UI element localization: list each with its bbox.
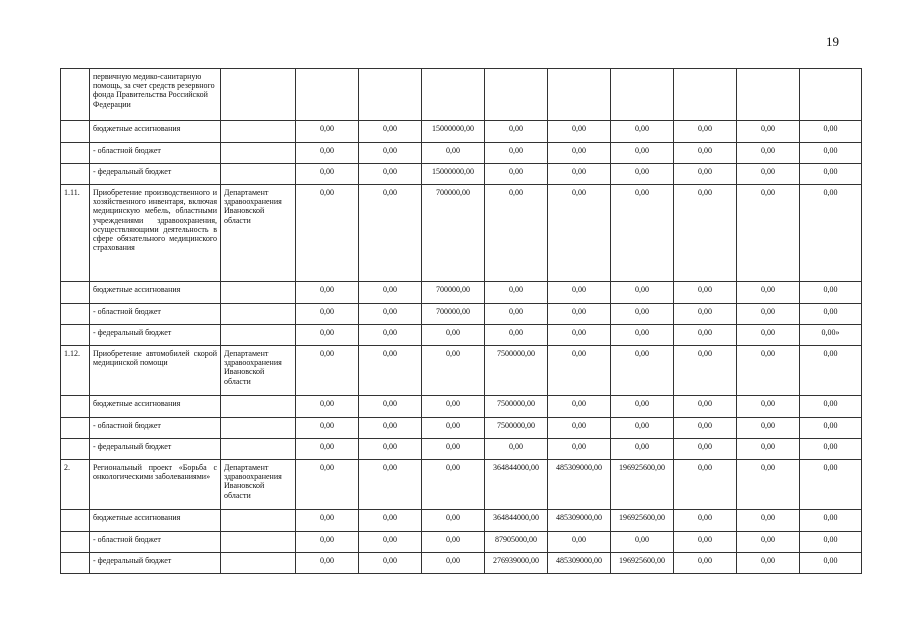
value-cell: 0,00 bbox=[800, 121, 862, 143]
value-cell: 0,00 bbox=[359, 532, 422, 553]
value-cell: 0,00 bbox=[737, 143, 800, 164]
table-row bbox=[61, 325, 862, 346]
row-executor-cell bbox=[221, 143, 296, 164]
value-cell: 0,00» bbox=[800, 325, 862, 346]
value-cell: 0,00 bbox=[422, 460, 485, 510]
row-index-cell bbox=[61, 418, 90, 439]
value-cell: 0,00 bbox=[422, 325, 485, 346]
value-cell: 0,00 bbox=[674, 418, 737, 439]
row-index-cell bbox=[61, 304, 90, 325]
value-cell: 196925600,00 bbox=[611, 460, 674, 510]
row-executor-cell bbox=[221, 121, 296, 143]
table-row bbox=[61, 439, 862, 460]
value-cell: 0,00 bbox=[674, 346, 737, 396]
row-name-cell: Приобретение производственного и хозяйственного инвентаря, включая медицинскую мебель, областными учреждениями здравоохранения, осуществляющими деятельность в сфере обязательного медицинского страхования bbox=[90, 185, 221, 282]
row-name-cell: - областной бюджет bbox=[90, 143, 221, 164]
value-cell: 0,00 bbox=[674, 553, 737, 574]
row-executor-cell: Департамент здравоохранения Ивановской области bbox=[221, 346, 296, 396]
value-cell: 0,00 bbox=[422, 439, 485, 460]
value-cell: 0,00 bbox=[800, 282, 862, 304]
value-cell: 0,00 bbox=[800, 460, 862, 510]
table-row bbox=[61, 164, 862, 185]
value-cell: 0,00 bbox=[548, 396, 611, 418]
value-cell: 0,00 bbox=[485, 304, 548, 325]
value-cell: 0,00 bbox=[359, 164, 422, 185]
table-row bbox=[61, 396, 862, 418]
row-executor-cell bbox=[221, 164, 296, 185]
value-cell: 0,00 bbox=[548, 282, 611, 304]
row-index-cell bbox=[61, 510, 90, 532]
value-cell: 0,00 bbox=[485, 121, 548, 143]
value-cell: 0,00 bbox=[737, 553, 800, 574]
value-cell: 0,00 bbox=[674, 460, 737, 510]
value-cell: 0,00 bbox=[611, 418, 674, 439]
value-cell: 0,00 bbox=[611, 325, 674, 346]
value-cell: 0,00 bbox=[296, 164, 359, 185]
value-cell: 15000000,00 bbox=[422, 164, 485, 185]
value-cell: 0,00 bbox=[296, 439, 359, 460]
value-cell: 0,00 bbox=[548, 532, 611, 553]
value-cell: 0,00 bbox=[548, 143, 611, 164]
value-cell bbox=[611, 69, 674, 121]
value-cell: 0,00 bbox=[800, 439, 862, 460]
value-cell: 0,00 bbox=[296, 460, 359, 510]
value-cell: 485309000,00 bbox=[548, 510, 611, 532]
value-cell: 0,00 bbox=[359, 460, 422, 510]
value-cell: 0,00 bbox=[611, 164, 674, 185]
row-name-cell: - областной бюджет bbox=[90, 418, 221, 439]
value-cell: 0,00 bbox=[485, 164, 548, 185]
value-cell: 364844000,00 bbox=[485, 460, 548, 510]
row-index-cell: 1.12. bbox=[61, 346, 90, 396]
value-cell: 0,00 bbox=[485, 439, 548, 460]
value-cell: 0,00 bbox=[800, 164, 862, 185]
table-row bbox=[61, 121, 862, 143]
value-cell: 0,00 bbox=[548, 346, 611, 396]
value-cell: 0,00 bbox=[674, 143, 737, 164]
value-cell: 0,00 bbox=[359, 121, 422, 143]
row-executor-cell: Департамент здравоохранения Ивановской области bbox=[221, 460, 296, 510]
value-cell: 0,00 bbox=[359, 282, 422, 304]
value-cell: 0,00 bbox=[674, 396, 737, 418]
value-cell: 0,00 bbox=[800, 418, 862, 439]
table-row bbox=[61, 282, 862, 304]
value-cell: 0,00 bbox=[737, 282, 800, 304]
value-cell: 0,00 bbox=[296, 143, 359, 164]
value-cell: 7500000,00 bbox=[485, 346, 548, 396]
value-cell: 0,00 bbox=[296, 325, 359, 346]
value-cell: 0,00 bbox=[737, 460, 800, 510]
value-cell: 0,00 bbox=[800, 532, 862, 553]
value-cell: 0,00 bbox=[737, 532, 800, 553]
table-row bbox=[61, 510, 862, 532]
row-name-cell: - федеральный бюджет bbox=[90, 164, 221, 185]
value-cell bbox=[359, 69, 422, 121]
table-row bbox=[61, 460, 862, 510]
row-name-cell: бюджетные ассигнования bbox=[90, 282, 221, 304]
value-cell: 0,00 bbox=[359, 553, 422, 574]
row-name-cell: Региональный проект «Борьба с онкологическими заболеваниями» bbox=[90, 460, 221, 510]
value-cell: 0,00 bbox=[800, 185, 862, 282]
row-name-cell: бюджетные ассигнования bbox=[90, 121, 221, 143]
value-cell: 0,00 bbox=[737, 439, 800, 460]
value-cell: 0,00 bbox=[548, 439, 611, 460]
row-index-cell: 1.11. bbox=[61, 185, 90, 282]
row-name-cell: первичную медико-санитарную помощь, за счет средств резервного фонда Правительства Российской Федерации bbox=[90, 69, 221, 121]
value-cell: 0,00 bbox=[737, 510, 800, 532]
row-index-cell bbox=[61, 69, 90, 121]
value-cell: 0,00 bbox=[674, 164, 737, 185]
row-name-cell: - федеральный бюджет bbox=[90, 325, 221, 346]
row-name-cell: - областной бюджет bbox=[90, 532, 221, 553]
value-cell: 0,00 bbox=[611, 304, 674, 325]
value-cell: 0,00 bbox=[359, 439, 422, 460]
value-cell: 0,00 bbox=[422, 418, 485, 439]
value-cell: 0,00 bbox=[674, 325, 737, 346]
value-cell: 0,00 bbox=[800, 510, 862, 532]
value-cell: 0,00 bbox=[359, 396, 422, 418]
value-cell: 0,00 bbox=[737, 346, 800, 396]
value-cell: 0,00 bbox=[422, 346, 485, 396]
row-executor-cell bbox=[221, 69, 296, 121]
value-cell: 0,00 bbox=[548, 185, 611, 282]
value-cell: 0,00 bbox=[737, 185, 800, 282]
value-cell: 0,00 bbox=[296, 418, 359, 439]
value-cell: 485309000,00 bbox=[548, 553, 611, 574]
value-cell: 700000,00 bbox=[422, 185, 485, 282]
budget-table bbox=[60, 68, 862, 574]
row-executor-cell: Департамент здравоохранения Ивановской области bbox=[221, 185, 296, 282]
value-cell: 0,00 bbox=[422, 143, 485, 164]
value-cell: 0,00 bbox=[611, 396, 674, 418]
row-name-cell: - областной бюджет bbox=[90, 304, 221, 325]
table-row bbox=[61, 185, 862, 282]
row-executor-cell bbox=[221, 532, 296, 553]
row-executor-cell bbox=[221, 418, 296, 439]
value-cell bbox=[296, 69, 359, 121]
value-cell: 0,00 bbox=[359, 325, 422, 346]
value-cell: 485309000,00 bbox=[548, 460, 611, 510]
row-name-cell: бюджетные ассигнования bbox=[90, 510, 221, 532]
value-cell: 0,00 bbox=[359, 418, 422, 439]
value-cell: 0,00 bbox=[737, 325, 800, 346]
value-cell: 0,00 bbox=[296, 185, 359, 282]
value-cell: 0,00 bbox=[359, 510, 422, 532]
row-index-cell bbox=[61, 164, 90, 185]
row-index-cell bbox=[61, 143, 90, 164]
value-cell: 0,00 bbox=[800, 346, 862, 396]
value-cell: 0,00 bbox=[548, 418, 611, 439]
page-number: 19 bbox=[826, 34, 839, 49]
value-cell: 0,00 bbox=[800, 396, 862, 418]
value-cell: 0,00 bbox=[611, 185, 674, 282]
row-executor-cell bbox=[221, 553, 296, 574]
value-cell: 0,00 bbox=[485, 282, 548, 304]
row-index-cell bbox=[61, 532, 90, 553]
value-cell: 0,00 bbox=[611, 532, 674, 553]
row-executor-cell bbox=[221, 325, 296, 346]
value-cell: 0,00 bbox=[611, 282, 674, 304]
value-cell: 0,00 bbox=[422, 553, 485, 574]
table-row bbox=[61, 69, 862, 121]
value-cell: 196925600,00 bbox=[611, 510, 674, 532]
row-index-cell bbox=[61, 396, 90, 418]
value-cell: 0,00 bbox=[611, 121, 674, 143]
value-cell: 0,00 bbox=[737, 121, 800, 143]
value-cell: 196925600,00 bbox=[611, 553, 674, 574]
table-row bbox=[61, 304, 862, 325]
value-cell: 0,00 bbox=[611, 143, 674, 164]
value-cell: 0,00 bbox=[674, 510, 737, 532]
value-cell: 0,00 bbox=[674, 304, 737, 325]
value-cell: 0,00 bbox=[296, 121, 359, 143]
value-cell bbox=[800, 69, 862, 121]
table-row bbox=[61, 553, 862, 574]
value-cell: 0,00 bbox=[674, 439, 737, 460]
value-cell: 0,00 bbox=[737, 418, 800, 439]
value-cell: 0,00 bbox=[359, 185, 422, 282]
row-index-cell bbox=[61, 282, 90, 304]
value-cell: 87905000,00 bbox=[485, 532, 548, 553]
row-executor-cell bbox=[221, 439, 296, 460]
value-cell: 0,00 bbox=[422, 532, 485, 553]
row-index-cell bbox=[61, 439, 90, 460]
row-name-cell: - федеральный бюджет bbox=[90, 553, 221, 574]
value-cell: 0,00 bbox=[422, 396, 485, 418]
value-cell: 0,00 bbox=[737, 396, 800, 418]
value-cell: 0,00 bbox=[548, 121, 611, 143]
row-name-cell: бюджетные ассигнования bbox=[90, 396, 221, 418]
value-cell: 0,00 bbox=[485, 143, 548, 164]
row-executor-cell bbox=[221, 282, 296, 304]
value-cell bbox=[485, 69, 548, 121]
value-cell bbox=[737, 69, 800, 121]
value-cell: 15000000,00 bbox=[422, 121, 485, 143]
row-executor-cell bbox=[221, 510, 296, 532]
table-row bbox=[61, 346, 862, 396]
value-cell: 7500000,00 bbox=[485, 396, 548, 418]
value-cell: 0,00 bbox=[296, 553, 359, 574]
table-row bbox=[61, 532, 862, 553]
row-index-cell bbox=[61, 325, 90, 346]
value-cell: 0,00 bbox=[800, 553, 862, 574]
value-cell: 0,00 bbox=[296, 346, 359, 396]
value-cell: 0,00 bbox=[422, 510, 485, 532]
value-cell: 0,00 bbox=[674, 121, 737, 143]
value-cell: 0,00 bbox=[800, 143, 862, 164]
row-name-cell: Приобретение автомобилей скорой медицинской помощи bbox=[90, 346, 221, 396]
value-cell: 0,00 bbox=[296, 532, 359, 553]
row-executor-cell bbox=[221, 304, 296, 325]
value-cell: 700000,00 bbox=[422, 282, 485, 304]
table-row bbox=[61, 418, 862, 439]
value-cell: 0,00 bbox=[548, 304, 611, 325]
value-cell: 0,00 bbox=[737, 164, 800, 185]
value-cell: 0,00 bbox=[800, 304, 862, 325]
value-cell: 0,00 bbox=[674, 185, 737, 282]
value-cell bbox=[674, 69, 737, 121]
value-cell bbox=[422, 69, 485, 121]
value-cell: 0,00 bbox=[548, 325, 611, 346]
value-cell: 0,00 bbox=[296, 304, 359, 325]
value-cell: 0,00 bbox=[296, 282, 359, 304]
row-index-cell bbox=[61, 553, 90, 574]
table-row bbox=[61, 143, 862, 164]
value-cell: 0,00 bbox=[674, 532, 737, 553]
row-name-cell: - федеральный бюджет bbox=[90, 439, 221, 460]
value-cell: 0,00 bbox=[485, 185, 548, 282]
value-cell: 276939000,00 bbox=[485, 553, 548, 574]
value-cell bbox=[548, 69, 611, 121]
value-cell: 0,00 bbox=[359, 346, 422, 396]
value-cell: 700000,00 bbox=[422, 304, 485, 325]
value-cell: 7500000,00 bbox=[485, 418, 548, 439]
value-cell: 364844000,00 bbox=[485, 510, 548, 532]
value-cell: 0,00 bbox=[359, 143, 422, 164]
row-index-cell: 2. bbox=[61, 460, 90, 510]
value-cell: 0,00 bbox=[737, 304, 800, 325]
value-cell: 0,00 bbox=[674, 282, 737, 304]
value-cell: 0,00 bbox=[359, 304, 422, 325]
value-cell: 0,00 bbox=[548, 164, 611, 185]
row-index-cell bbox=[61, 121, 90, 143]
value-cell: 0,00 bbox=[296, 396, 359, 418]
row-executor-cell bbox=[221, 396, 296, 418]
value-cell: 0,00 bbox=[611, 439, 674, 460]
value-cell: 0,00 bbox=[296, 510, 359, 532]
value-cell: 0,00 bbox=[611, 346, 674, 396]
value-cell: 0,00 bbox=[485, 325, 548, 346]
